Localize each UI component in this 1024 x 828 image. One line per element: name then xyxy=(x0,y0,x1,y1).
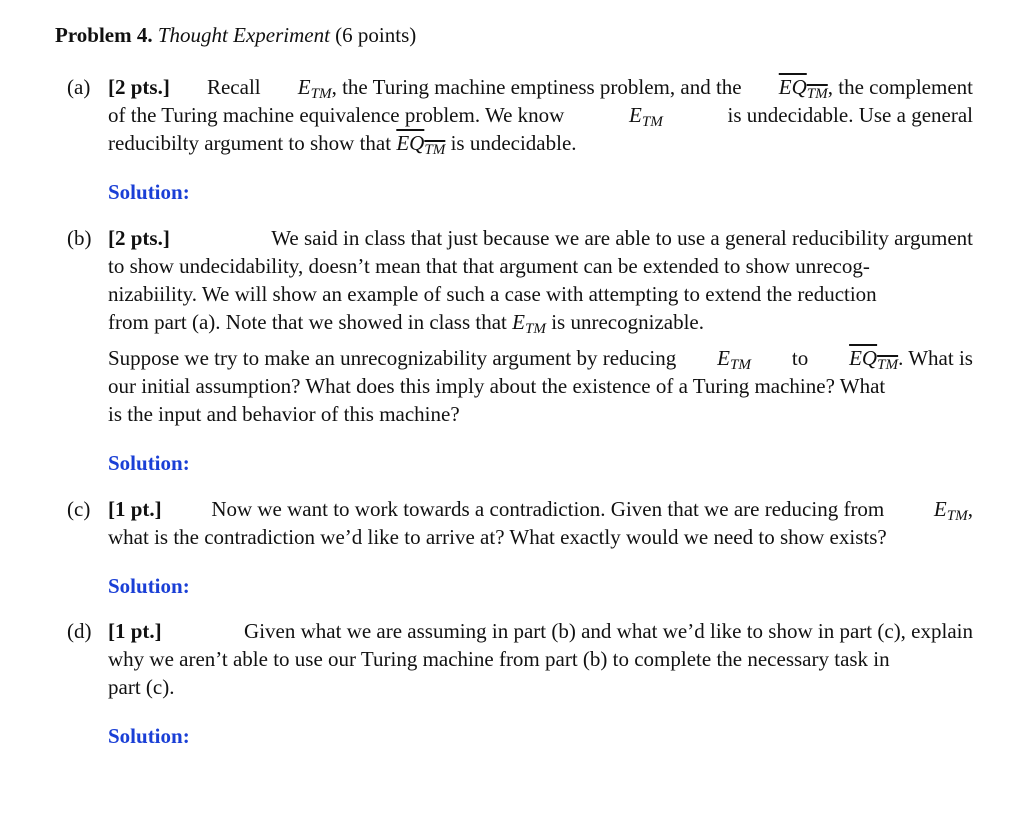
part-a-line-2: of the Turing machine equivalence problem. We know $E_{TM}$ is undecidable. Use a general xyxy=(108,103,973,131)
etm-symbol: $E_{TM}$ xyxy=(297,75,332,103)
part-b-line-2: to show undecidability, doesn’t mean that that argument can be extended to show unrecog- xyxy=(108,254,870,278)
part-b-line-3: nizabiility. We will show an example of such a case with attempting to extend the reduction xyxy=(108,282,877,306)
part-b-p2-line-2: our initial assumption? What does this imply about the existence of a Turing machine? What xyxy=(108,374,886,398)
part-c-line-1: [1 pt.] Now we want to work towards a contradiction. Given that we are reducing from $E_{TM}$, xyxy=(108,497,973,525)
problem-title xyxy=(55,20,416,50)
etm-symbol: $E_{TM}$ xyxy=(629,103,663,131)
part-b-line-1: [2 pts.] We said in class that just because we are able to use a general reducibility argument xyxy=(108,226,973,250)
etm-symbol: $E_{TM}$ xyxy=(717,346,751,374)
part-d-label: (d) xyxy=(67,619,92,643)
eqtm-complement-symbol: $EQ_{TM}$ xyxy=(849,346,899,374)
part-c-points: [1 pt.] xyxy=(108,497,162,521)
part-a-points: [2 pts.] xyxy=(108,75,170,99)
part-b-paragraph-2 xyxy=(108,344,973,428)
part-a xyxy=(67,73,973,157)
solution-c-label: Solution: xyxy=(108,574,190,598)
solution-a-label: Solution: xyxy=(108,180,190,204)
solution-b-label: Solution: xyxy=(108,451,190,475)
part-d xyxy=(67,617,973,701)
problem-name: Thought Experiment xyxy=(157,23,330,47)
problem-heading: Problem 4. xyxy=(55,23,153,47)
part-b-label: (b) xyxy=(67,226,92,250)
part-b-p2-line-3: is the input and behavior of this machine? xyxy=(108,402,460,426)
part-a-label: (a) xyxy=(67,75,91,99)
etm-symbol: $E_{TM}$ xyxy=(512,310,546,338)
etm-symbol: $E_{TM}$ xyxy=(933,497,968,525)
part-c xyxy=(67,495,973,551)
part-d-points: [1 pt.] xyxy=(108,619,162,643)
part-d-line-1: [1 pt.] Given what we are assuming in part (b) and what we’d like to show in part (c), explain xyxy=(108,619,973,643)
problem-points: (6 points) xyxy=(335,23,417,47)
eqtm-complement-symbol: $EQ_{TM}$ xyxy=(778,75,828,103)
part-d-line-2: why we aren’t able to use our Turing machine from part (b) to complete the necessary task in xyxy=(108,647,890,671)
part-c-label: (c) xyxy=(67,497,91,521)
part-b xyxy=(67,224,973,428)
part-d-line-3: part (c). xyxy=(108,675,175,699)
eqtm-complement-symbol: $EQ_{TM}$ xyxy=(396,131,446,159)
part-c-line-2: what is the contradiction we’d like to arrive at? What exactly would we need to show exists? xyxy=(108,525,887,549)
solution-d-label: Solution: xyxy=(108,724,190,748)
part-a-line-3: reducibilty argument to show that $EQ_{TM}$ is undecidable. xyxy=(108,131,577,159)
part-b-line-4: from part (a). Note that we showed in class that $E_{TM}$ is unrecognizable. xyxy=(108,310,704,338)
part-b-points: [2 pts.] xyxy=(108,226,170,250)
part-b-p2-line-1: Suppose we try to make an unrecognizability argument by reducing $E_{TM}$ to $EQ_{TM}$. What is xyxy=(108,346,973,374)
part-a-line-1: [2 pts.] Recall $E_{TM}$, the Turing machine emptiness problem, and the $EQ_{TM}$, the complement xyxy=(108,75,973,103)
